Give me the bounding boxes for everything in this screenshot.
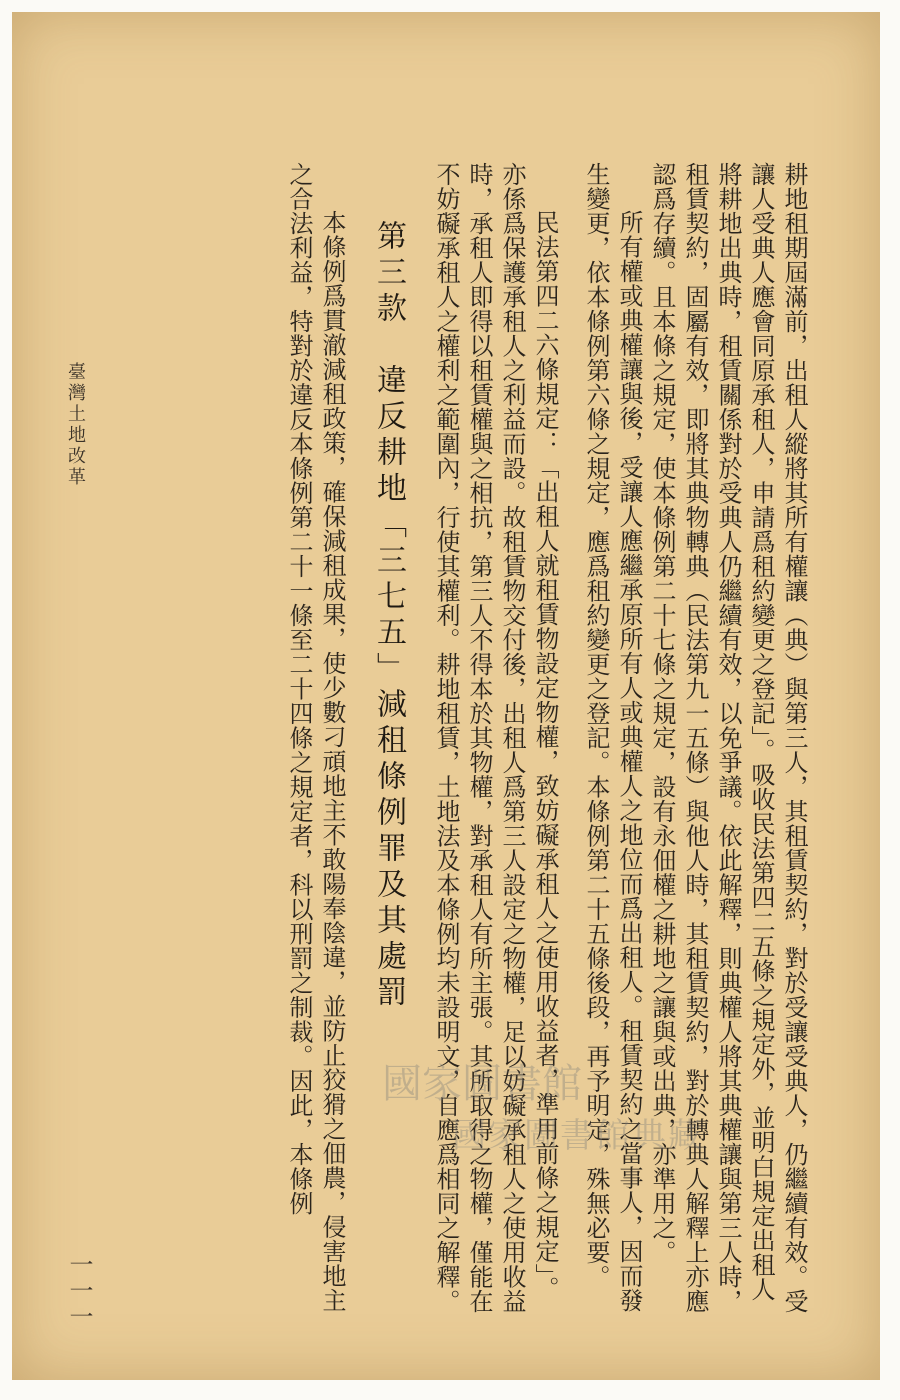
paragraph: 耕地租期屆滿前，出租人縱將其所有權讓（典）與第三人，其租賃契約，對於受讓受典人，仍繼續有效。受讓人受典人應會同原承租人，申請爲租約變更之登記」。吸收民法第四二五條之規定外，並明白規定出租人將耕地出典時，租賃關係對於受典人仍繼續有效，以免爭議。依此解釋，則典權人將其典權讓與第三人時，租賃契約，固屬有效，即將其典物轉典（民法第九一五條）與他人時，其租賃契約，對於轉典人解釋上亦應認爲存續。且本條之規定，使本條例第二十七條之規定，設有永佃權之耕地之讓與或出典，亦準用之。 [648,162,808,1314]
paragraph: 所有權或典權讓與後，受讓人應繼承原所有人或典權人之地位而爲出租人。租賃契約之當事人，因而發生變更，依本條例第六條之規定，應爲租約變更之登記。本條例第二十五條後段，再予明定，殊無必要。 [582,162,643,1313]
page-number: 一一一 [65,1252,93,1330]
watermark-text: 國家圖書館典藏 [452,1116,704,1156]
paragraph: 民法第四二六條規定：「出租人就租賃物設定物權，致妨礙承租人之使用收益者，準用前條之規定」。亦係爲保護承租人之利益而設。故租賃物交付後，出租人爲第三人設定之物權，足以妨礙承租人之使用收益時，承租人即得以租賃權與之相抗，第三人不得本於其物權，對承租人有所主張。其所取得之物權，僅能在不妨礙承租人之權利之範圍內，行使其權利。耕地租賃，土地法及本條例均未設明文，自應爲相同之解釋。 [432,162,559,1314]
document-page [12,12,880,1380]
running-title: 臺灣土地改革 [65,362,86,488]
watermark-text: 國家圖書館 [382,1061,582,1107]
paragraph: 本條例爲貫澈減租政策，確保減租成果，使少數刁頑地主不敢陽奉陰違，並防止狡猾之佃農，侵害地主之合法利益，特對於違反本條例第二十一條至二十四條之規定者，科以刑罰之制裁。因此，本條例 [285,162,346,1313]
library-watermark [382,1052,842,1162]
section-heading: 第三款 違反耕地「三七五」減租條例罪及其處罰 [371,220,406,1012]
